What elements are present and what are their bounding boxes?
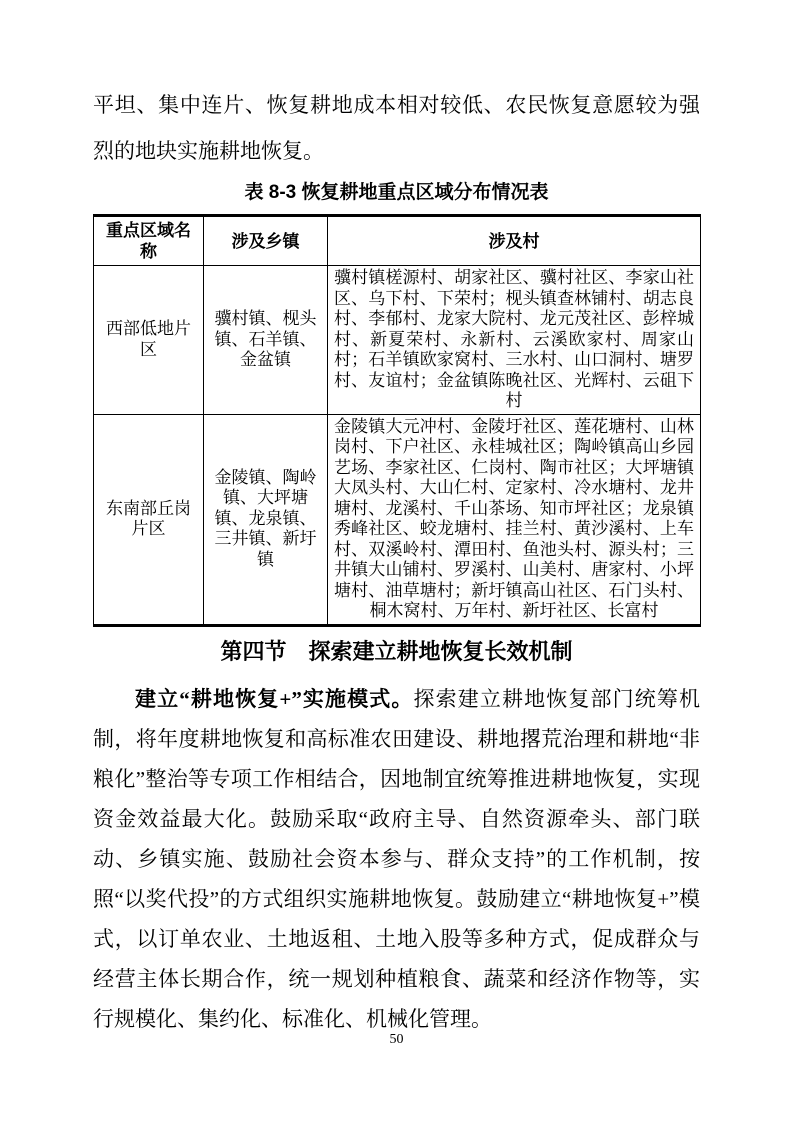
col-header-villages: 涉及村	[328, 216, 701, 266]
townships-cell: 骥村镇、枧头镇、石羊镇、金盆镇	[204, 266, 328, 415]
region-cell: 西部低地片区	[94, 266, 204, 415]
table-row	[94, 414, 701, 625]
page-number: 50	[389, 1032, 404, 1047]
region-cell: 东南部丘岗片区	[94, 414, 204, 625]
table-title: 表 8-3 恢复耕地重点区域分布情况表	[244, 182, 549, 203]
paragraph-body: 探索建立耕地恢复部门统筹机制，将年度耕地恢复和高标准农田建设、耕地撂荒治理和耕地“非粮化”整治等专项工作相结合，因地制宜统筹推进耕地恢复，实现资金效益最大化。鼓励采取“政府主导、自然资源牵头、部门联动、乡镇实施、鼓励社会资本参与、群众支持”的工作机制，按照“以奖代投”的方式组织实施耕地恢复。鼓励建立“耕地恢复+”模式，以订单农业、土地返租、土地入股等多种方式，促成群众与经营主体长期合作，统一规划种植粮食、蔬菜和经济作物等，实行规模化、集约化、标准化、机械化管理。	[93, 686, 701, 1031]
col-header-region: 重点区域名称	[94, 216, 204, 266]
section-heading: 第四节 探索建立耕地恢复长效机制	[220, 638, 573, 664]
paragraph-lead-bold: 建立“耕地恢复+”实施模式。	[135, 686, 414, 711]
col-header-townships: 涉及乡镇	[204, 216, 328, 266]
townships-cell: 金陵镇、陶岭镇、大坪塘镇、龙泉镇、三井镇、新圩镇	[204, 414, 328, 625]
villages-cell: 骥村镇槎源村、胡家社区、骥村社区、李家山社区、乌下村、下荣村；枧头镇查林铺村、胡志良村、李郁村、龙家大院村、龙元茂社区、彭梓城村、新夏荣村、永新村、云溪欧家村、周家山村；石羊镇欧家窝村、三水村、山口洞村、塘罗村、友谊村；金盆镇陈晚社区、光辉村、云砠下村	[328, 266, 701, 415]
intro-paragraph: 平坦、集中连片、恢复耕地成本相对较低、农民恢复意愿较为强烈的地块实施耕地恢复。	[93, 93, 700, 163]
region-distribution-table	[93, 214, 701, 627]
main-paragraph	[93, 679, 700, 1039]
table-row	[94, 266, 701, 415]
villages-cell: 金陵镇大元冲村、金陵圩社区、莲花塘村、山林岗村、下户社区、永桂城社区；陶岭镇高山乡园艺场、李家社区、仁岗村、陶市社区；大坪塘镇大凤头村、大山仁村、定家村、冷水塘村、龙井塘村、龙溪村、千山茶场、知市坪社区；龙泉镇秀峰社区、蛟龙塘村、挂兰村、黄沙溪村、上车村、双溪岭村、潭田村、鱼池头村、源头村；三井镇大山铺村、罗溪村、山美村、唐家村、小坪塘村、油草塘村；新圩镇高山社区、石门头村、桐木窝村、万年村、新圩社区、长富村	[328, 414, 701, 625]
table-header-row	[94, 216, 701, 266]
